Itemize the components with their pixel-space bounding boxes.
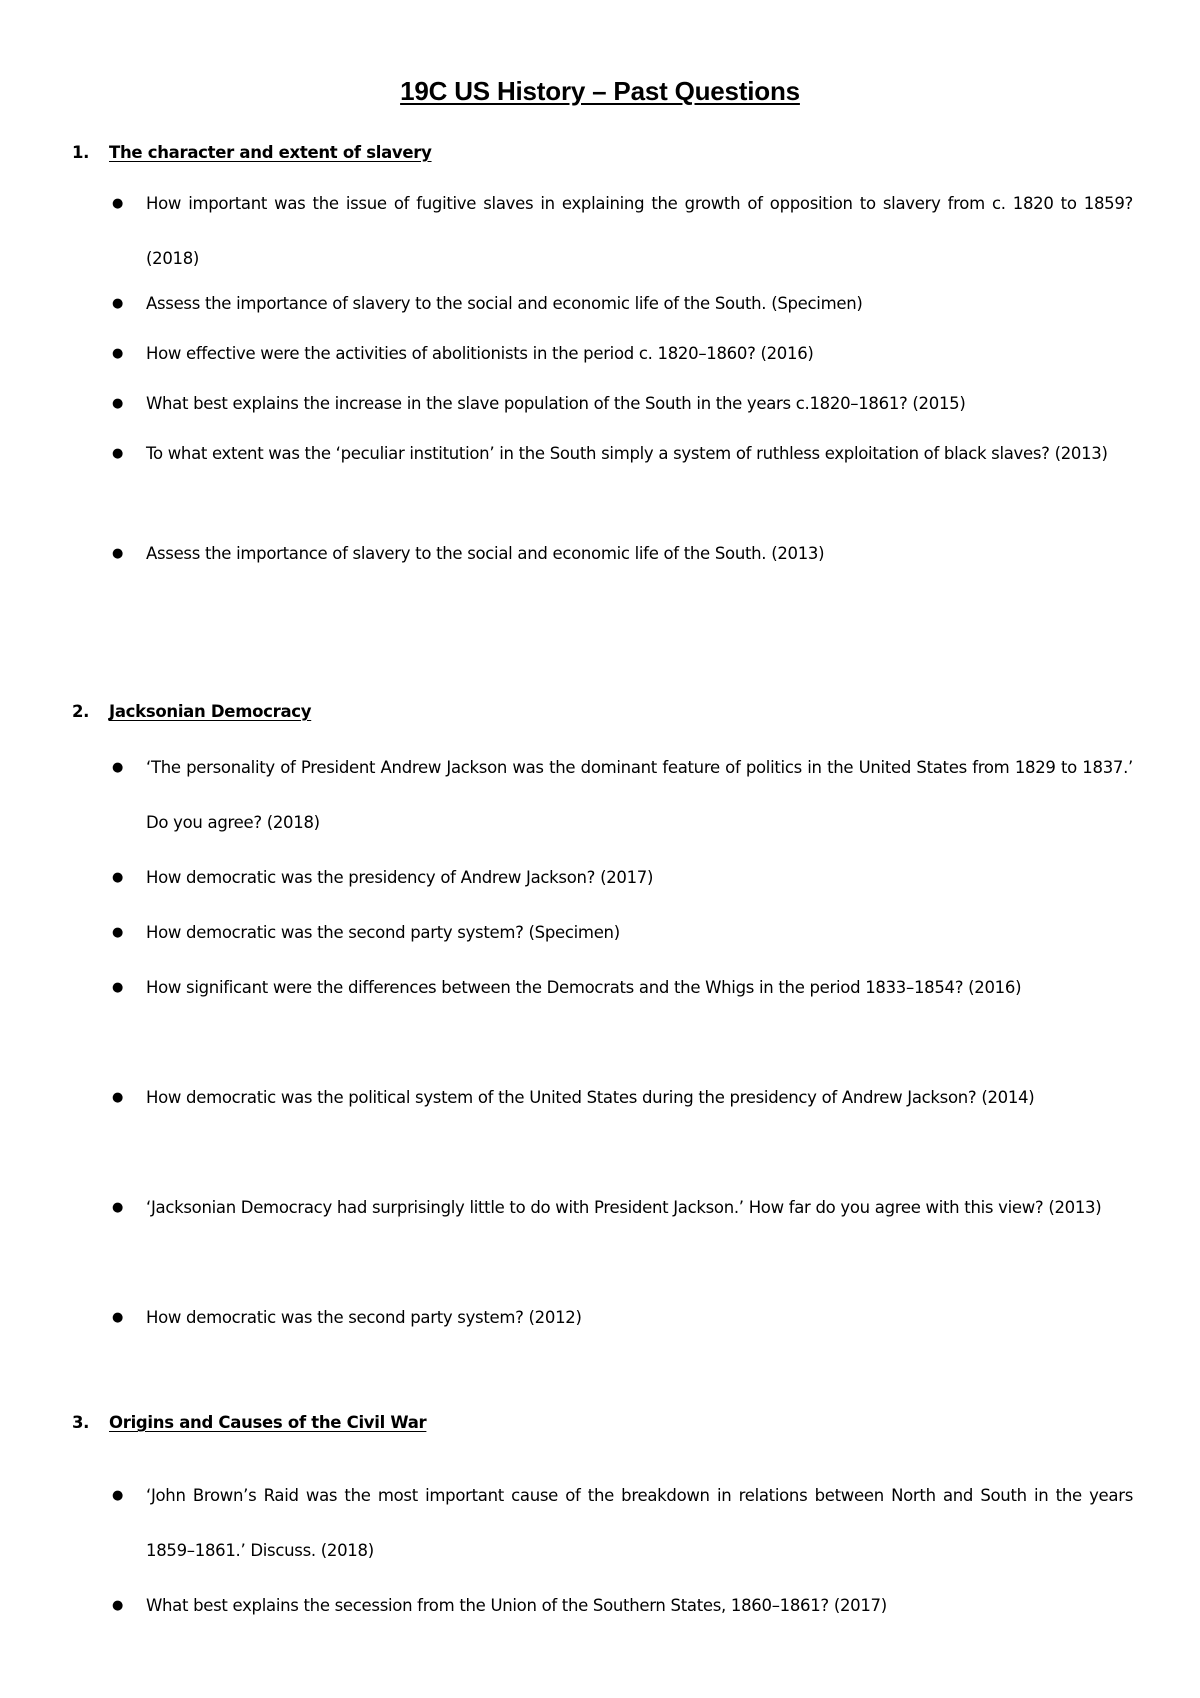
question-text: To what extent was the ‘peculiar institution’ in the South simply a system of ruthless exploitation of black slaves? (2013) [146, 444, 1108, 463]
list-item [112, 276, 1133, 331]
section-title: Jacksonian Democracy [109, 702, 312, 721]
page-title: 19C US History – Past Questions [400, 76, 800, 106]
bullet-icon: ● [112, 446, 124, 461]
question-text: How democratic was the second party system? (2012) [146, 1308, 582, 1327]
question-text: How significant were the differences between the Democrats and the Whigs in the period 1833–1854? (2016) [146, 978, 1022, 997]
question-text: How democratic was the second party system? (Specimen) [146, 923, 620, 942]
section-heading [72, 1413, 426, 1432]
question-text: What best explains the increase in the slave population of the South in the years c.1820–1861? (2015) [146, 394, 966, 413]
list-item [112, 1290, 1133, 1345]
list-item [112, 1070, 1133, 1125]
bullet-icon: ● [112, 346, 124, 361]
bullet-icon: ● [112, 396, 124, 411]
list-item [112, 1180, 1133, 1235]
bullet-icon: ● [112, 1598, 124, 1613]
list-item [112, 740, 1133, 850]
list-item [112, 905, 1133, 960]
section-title: The character and extent of slavery [109, 143, 432, 162]
section-title: Origins and Causes of the Civil War [109, 1413, 427, 1432]
bullet-icon: ● [112, 925, 124, 940]
bullet-icon: ● [112, 760, 124, 775]
question-text: Assess the importance of slavery to the social and economic life of the South. (Specimen) [146, 294, 863, 313]
question-text: ‘Jacksonian Democracy had surprisingly little to do with President Jackson.’ How far do you agree with this view? (2013) [146, 1198, 1102, 1217]
question-text: How democratic was the presidency of Andrew Jackson? (2017) [146, 868, 654, 887]
section-heading [72, 143, 432, 162]
bullet-icon: ● [112, 1090, 124, 1105]
list-item [112, 176, 1133, 286]
bullet-icon: ● [112, 870, 124, 885]
question-text: ‘John Brown’s Raid was the most important cause of the breakdown in relations between North and South in the years 1859–1861.’ Discuss. (2018) [146, 1486, 1133, 1560]
question-text: How effective were the activities of abolitionists in the period c. 1820–1860? (2016) [146, 344, 814, 363]
bullet-icon: ● [112, 196, 124, 211]
bullet-icon: ● [112, 980, 124, 995]
bullet-icon: ● [112, 1310, 124, 1325]
question-text: Assess the importance of slavery to the social and economic life of the South. (2013) [146, 544, 825, 563]
bullet-icon: ● [112, 546, 124, 561]
section-number: 1. [72, 143, 90, 162]
question-text: What best explains the secession from the Union of the Southern States, 1860–1861? (2017) [146, 1596, 887, 1615]
bullet-icon: ● [112, 1200, 124, 1215]
list-item [112, 960, 1133, 1015]
list-item [112, 326, 1133, 381]
section-heading [72, 702, 311, 721]
bullet-icon: ● [112, 296, 124, 311]
question-text: ‘The personality of President Andrew Jackson was the dominant feature of politics in the United States from 1829 to 1837.’ Do you agree? (2018) [146, 758, 1133, 832]
section-number: 2. [72, 702, 90, 721]
bullet-icon: ● [112, 1488, 124, 1503]
list-item [112, 850, 1133, 905]
list-item [112, 376, 1133, 431]
section-number: 3. [72, 1413, 90, 1432]
question-text: How important was the issue of fugitive slaves in explaining the growth of opposition to slavery from c. 1820 to 1859? (2018) [146, 194, 1133, 268]
list-item [112, 426, 1133, 481]
question-text: How democratic was the political system of the United States during the presidency of Andrew Jackson? (2014) [146, 1088, 1035, 1107]
list-item [112, 526, 1133, 581]
list-item [112, 1578, 1133, 1633]
list-item [112, 1468, 1133, 1578]
